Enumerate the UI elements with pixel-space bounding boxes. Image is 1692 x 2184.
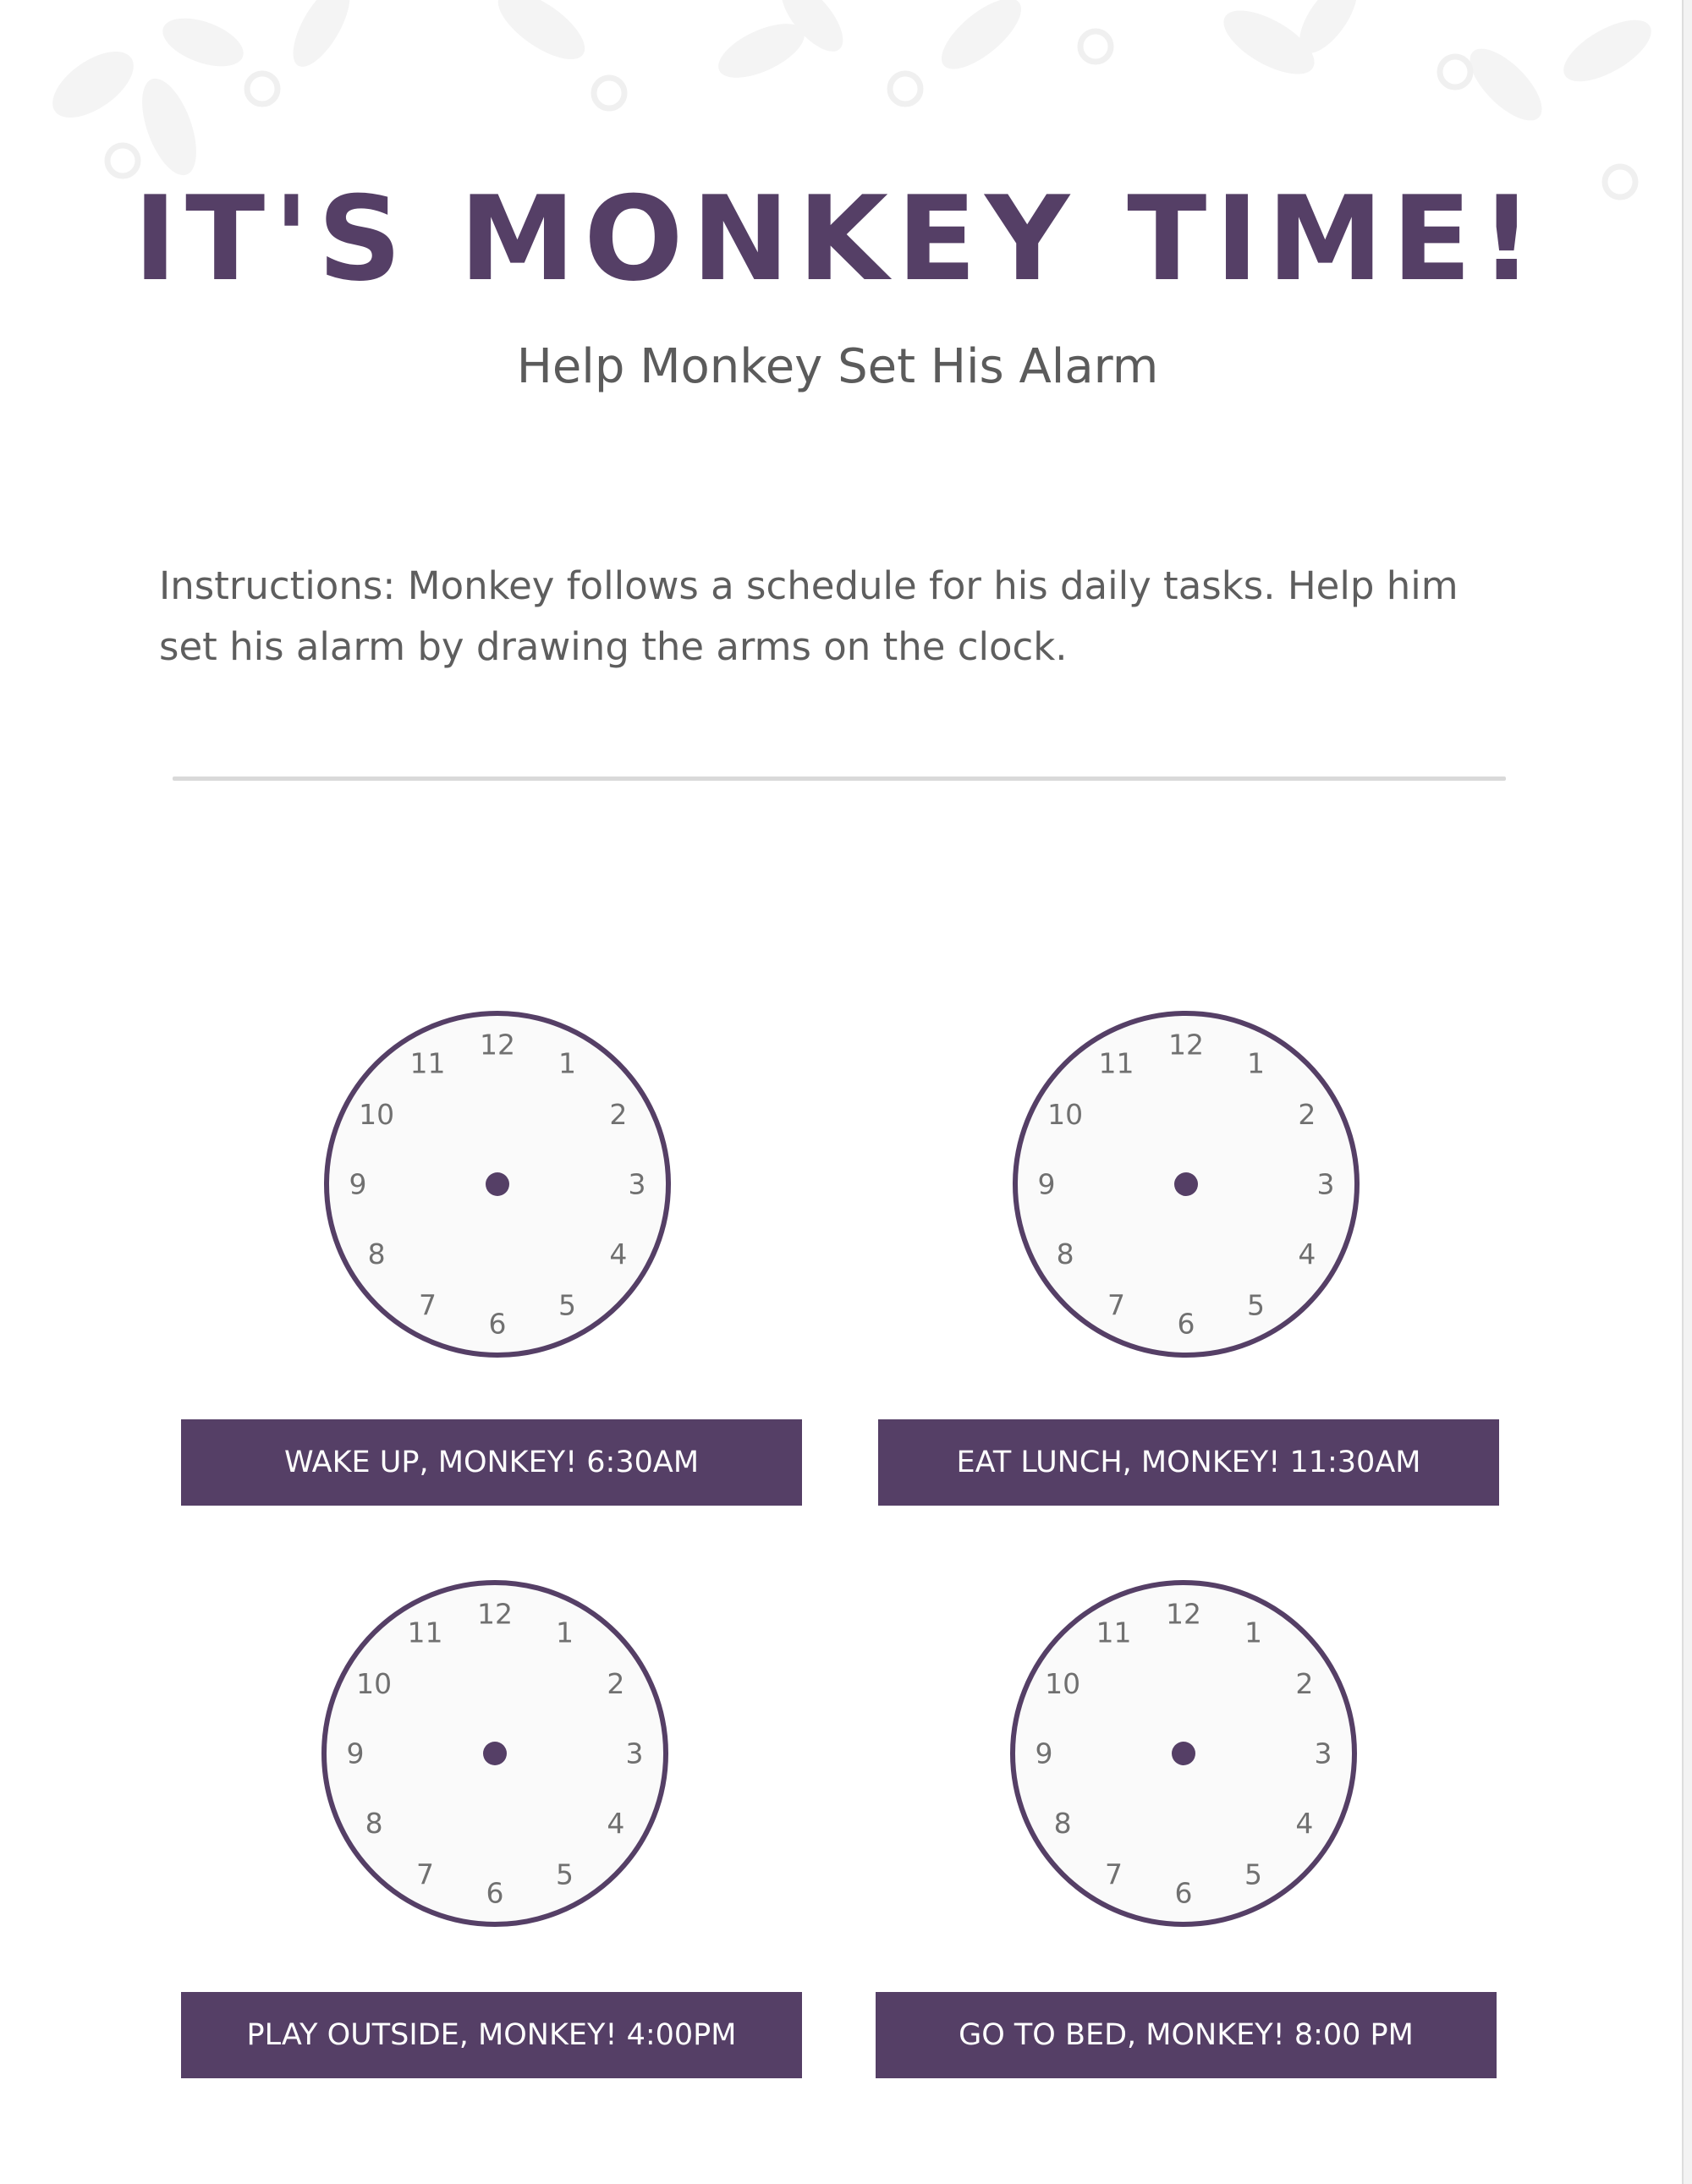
clock-numeral: 7 — [1107, 1288, 1125, 1322]
page-edge — [1682, 0, 1692, 2184]
clock-numeral: 6 — [488, 1307, 507, 1341]
clock-numeral: 9 — [1037, 1167, 1056, 1201]
divider-line — [173, 776, 1506, 781]
page-title: IT'S MONKEY TIME! — [133, 171, 1542, 307]
clock-numeral: 9 — [1035, 1737, 1053, 1770]
clock-face-go-to-bed[interactable] — [1006, 1576, 1361, 1931]
clock-numeral: 12 — [480, 1028, 515, 1062]
page-subtitle: Help Monkey Set His Alarm — [516, 339, 1159, 394]
clock-numeral: 7 — [419, 1288, 437, 1322]
instructions-text: Instructions: Monkey follows a schedule for his daily tasks. Help him set his alarm by drawing the arms on the clock. — [159, 563, 1459, 669]
clock-numeral: 11 — [409, 1046, 446, 1080]
clock-numeral: 7 — [1105, 1857, 1123, 1891]
clock-numeral: 12 — [477, 1597, 513, 1631]
clock-numeral: 8 — [365, 1807, 383, 1840]
clock-numeral: 6 — [486, 1876, 504, 1910]
clock-numeral: 9 — [349, 1167, 367, 1201]
clock-numeral: 10 — [359, 1098, 395, 1131]
clock-numeral: 10 — [1045, 1667, 1081, 1700]
clock-numeral: 12 — [1166, 1597, 1201, 1631]
clock-numeral: 4 — [607, 1807, 625, 1840]
clock-numeral: 5 — [1244, 1857, 1262, 1891]
clock-numeral: 9 — [346, 1737, 365, 1770]
clock-numeral: 1 — [1244, 1616, 1262, 1649]
clock-center-dot — [483, 1742, 507, 1765]
clock-numeral: 4 — [609, 1237, 628, 1270]
clock-svg — [1008, 1007, 1364, 1362]
clock-numeral: 10 — [356, 1667, 393, 1700]
clock-center-dot — [1172, 1742, 1195, 1765]
clock-numeral: 11 — [1096, 1616, 1132, 1649]
clock-numeral: 2 — [1295, 1667, 1314, 1700]
clock-numeral: 6 — [1174, 1876, 1193, 1910]
clock-face-eat-lunch[interactable] — [1008, 1007, 1364, 1362]
clock-numeral: 1 — [1247, 1046, 1265, 1080]
clock-numeral: 11 — [407, 1616, 443, 1649]
clock-face-play-outside[interactable] — [317, 1576, 673, 1931]
task-label-wake-up: WAKE UP, MONKEY! 6:30AM — [181, 1419, 802, 1506]
task-label-go-to-bed: GO TO BED, MONKEY! 8:00 PM — [876, 1992, 1497, 2078]
clock-numeral: 3 — [628, 1167, 646, 1201]
clock-numeral: 1 — [558, 1046, 576, 1080]
clock-numeral: 2 — [609, 1098, 628, 1131]
clock-face-wake-up[interactable] — [320, 1007, 675, 1362]
clock-numeral: 8 — [1056, 1237, 1074, 1270]
clock-numeral: 4 — [1298, 1237, 1316, 1270]
clock-numeral: 5 — [1247, 1288, 1265, 1322]
clock-numeral: 7 — [416, 1857, 434, 1891]
clock-numeral: 3 — [625, 1737, 644, 1770]
clock-numeral: 8 — [367, 1237, 386, 1270]
clock-numeral: 10 — [1047, 1098, 1084, 1131]
clock-svg — [1006, 1576, 1361, 1931]
clock-numeral: 5 — [556, 1857, 574, 1891]
clock-numeral: 8 — [1053, 1807, 1072, 1840]
clock-numeral: 11 — [1098, 1046, 1134, 1080]
clock-center-dot — [486, 1172, 509, 1196]
clock-numeral: 1 — [556, 1616, 574, 1649]
clock-numeral: 2 — [1298, 1098, 1316, 1131]
clock-numeral: 3 — [1314, 1737, 1332, 1770]
task-label-play-outside: PLAY OUTSIDE, MONKEY! 4:00PM — [181, 1992, 802, 2078]
clock-numeral: 2 — [607, 1667, 625, 1700]
clock-numeral: 5 — [558, 1288, 576, 1322]
clock-numeral: 4 — [1295, 1807, 1314, 1840]
clock-numeral: 12 — [1168, 1028, 1204, 1062]
clock-numeral: 6 — [1177, 1307, 1195, 1341]
task-label-eat-lunch: EAT LUNCH, MONKEY! 11:30AM — [878, 1419, 1499, 1506]
clock-numeral: 3 — [1316, 1167, 1335, 1201]
clock-svg — [320, 1007, 675, 1362]
clock-center-dot — [1174, 1172, 1198, 1196]
clock-svg — [317, 1576, 673, 1931]
